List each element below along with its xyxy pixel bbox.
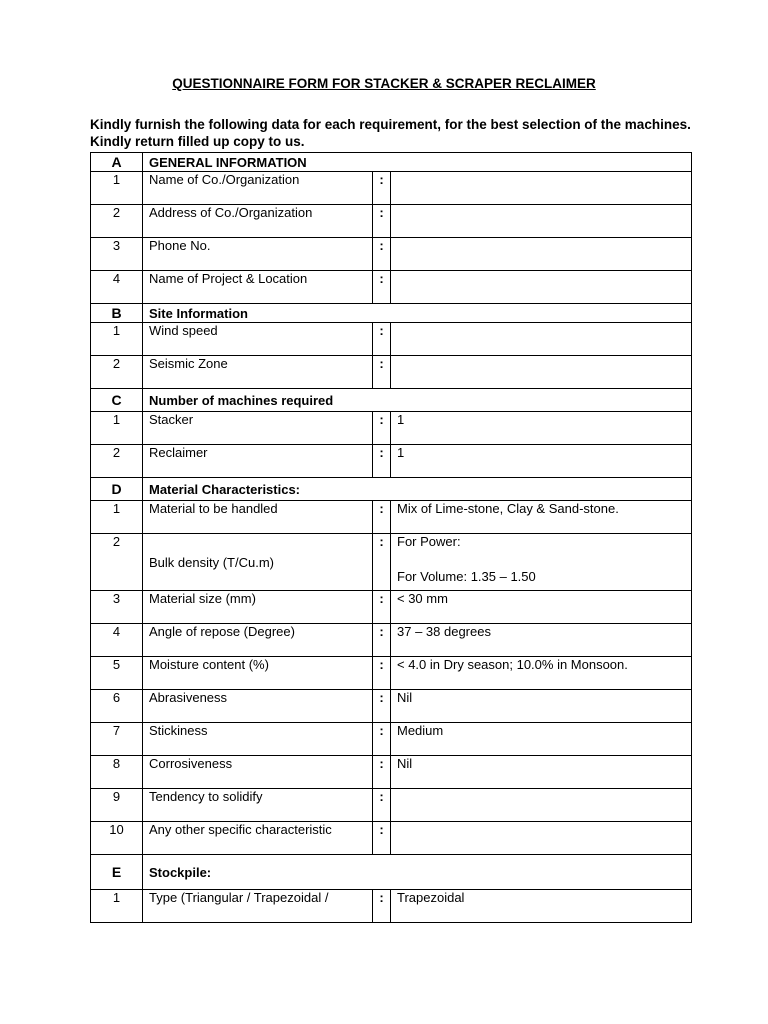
question-label: Corrosiveness bbox=[143, 756, 373, 789]
answer-field[interactable] bbox=[391, 323, 692, 356]
question-label: Tendency to solidify bbox=[143, 789, 373, 822]
table-row bbox=[91, 445, 692, 478]
row-number: 2 bbox=[91, 534, 143, 591]
row-number: 4 bbox=[91, 624, 143, 657]
row-number: 6 bbox=[91, 690, 143, 723]
answer-field[interactable]: Mix of Lime-stone, Clay & Sand-stone. bbox=[391, 501, 692, 534]
answer-field[interactable] bbox=[391, 205, 692, 238]
answer-field[interactable]: Trapezoidal bbox=[391, 890, 692, 923]
section-heading: Stockpile: bbox=[143, 855, 692, 890]
question-label: Material size (mm) bbox=[143, 591, 373, 624]
colon-separator: : bbox=[373, 624, 391, 657]
question-label: Name of Project & Location bbox=[143, 271, 373, 304]
answer-field[interactable] bbox=[391, 271, 692, 304]
answer-line-volume: For Volume: 1.35 – 1.50 bbox=[397, 569, 536, 584]
section-heading: GENERAL INFORMATION bbox=[143, 153, 692, 172]
answer-field[interactable]: 1 bbox=[391, 412, 692, 445]
instructions bbox=[90, 116, 730, 150]
question-label: Abrasiveness bbox=[143, 690, 373, 723]
question-label: Address of Co./Organization bbox=[143, 205, 373, 238]
colon-separator: : bbox=[373, 205, 391, 238]
row-number: 7 bbox=[91, 723, 143, 756]
question-label: Angle of repose (Degree) bbox=[143, 624, 373, 657]
colon-separator: : bbox=[373, 657, 391, 690]
section-header-b bbox=[91, 304, 692, 323]
colon-separator: : bbox=[373, 890, 391, 923]
answer-field[interactable]: < 4.0 in Dry season; 10.0% in Monsoon. bbox=[391, 657, 692, 690]
row-number: 1 bbox=[91, 890, 143, 923]
question-label: Type (Triangular / Trapezoidal / bbox=[143, 890, 373, 923]
table-row bbox=[91, 323, 692, 356]
answer-field[interactable] bbox=[391, 238, 692, 271]
section-letter: E bbox=[91, 855, 143, 890]
table-row bbox=[91, 723, 692, 756]
question-label: Moisture content (%) bbox=[143, 657, 373, 690]
colon-separator: : bbox=[373, 534, 391, 591]
row-number: 1 bbox=[91, 412, 143, 445]
colon-separator: : bbox=[373, 789, 391, 822]
table-row bbox=[91, 501, 692, 534]
table-row bbox=[91, 534, 692, 591]
row-number: 2 bbox=[91, 445, 143, 478]
colon-separator: : bbox=[373, 412, 391, 445]
section-heading: Number of machines required bbox=[143, 389, 692, 412]
answer-field[interactable]: Nil bbox=[391, 690, 692, 723]
row-number: 4 bbox=[91, 271, 143, 304]
row-number: 3 bbox=[91, 238, 143, 271]
answer-field[interactable] bbox=[391, 534, 692, 591]
table-row bbox=[91, 657, 692, 690]
answer-field[interactable] bbox=[391, 822, 692, 855]
question-label: Reclaimer bbox=[143, 445, 373, 478]
table-row bbox=[91, 822, 692, 855]
colon-separator: : bbox=[373, 690, 391, 723]
row-number: 2 bbox=[91, 205, 143, 238]
section-header-d bbox=[91, 478, 692, 501]
table-row bbox=[91, 412, 692, 445]
section-letter: A bbox=[91, 153, 143, 172]
table-row bbox=[91, 624, 692, 657]
row-number: 1 bbox=[91, 172, 143, 205]
answer-field[interactable] bbox=[391, 172, 692, 205]
table-row bbox=[91, 890, 692, 923]
colon-separator: : bbox=[373, 723, 391, 756]
section-heading: Site Information bbox=[143, 304, 692, 323]
instruction-line-1: Kindly furnish the following data for each requirement, for the best selection of the machines. bbox=[90, 117, 691, 132]
instruction-line-2: Kindly return filled up copy to us. bbox=[90, 134, 305, 149]
section-letter: C bbox=[91, 389, 143, 412]
table-row bbox=[91, 238, 692, 271]
answer-field[interactable]: 37 – 38 degrees bbox=[391, 624, 692, 657]
section-header-c bbox=[91, 389, 692, 412]
row-number: 9 bbox=[91, 789, 143, 822]
section-heading: Material Characteristics: bbox=[143, 478, 692, 501]
answer-field[interactable] bbox=[391, 789, 692, 822]
question-label: Phone No. bbox=[143, 238, 373, 271]
question-label: Bulk density (T/Cu.m) bbox=[143, 534, 373, 591]
colon-separator: : bbox=[373, 238, 391, 271]
section-header-a bbox=[91, 153, 692, 172]
row-number: 1 bbox=[91, 323, 143, 356]
answer-field[interactable] bbox=[391, 356, 692, 389]
row-number: 3 bbox=[91, 591, 143, 624]
question-label: Name of Co./Organization bbox=[143, 172, 373, 205]
table-row bbox=[91, 205, 692, 238]
section-letter: B bbox=[91, 304, 143, 323]
answer-line-power: For Power: bbox=[397, 534, 461, 549]
question-label: Stickiness bbox=[143, 723, 373, 756]
question-label: Stacker bbox=[143, 412, 373, 445]
row-number: 5 bbox=[91, 657, 143, 690]
table-row bbox=[91, 271, 692, 304]
question-label: Seismic Zone bbox=[143, 356, 373, 389]
row-number: 1 bbox=[91, 501, 143, 534]
question-label: Material to be handled bbox=[143, 501, 373, 534]
row-number: 8 bbox=[91, 756, 143, 789]
colon-separator: : bbox=[373, 172, 391, 205]
row-number: 10 bbox=[91, 822, 143, 855]
question-label: Wind speed bbox=[143, 323, 373, 356]
colon-separator: : bbox=[373, 501, 391, 534]
form-title: QUESTIONNAIRE FORM FOR STACKER & SCRAPER RECLAIMER bbox=[172, 76, 596, 91]
answer-field[interactable]: Medium bbox=[391, 723, 692, 756]
colon-separator: : bbox=[373, 756, 391, 789]
colon-separator: : bbox=[373, 356, 391, 389]
table-row bbox=[91, 789, 692, 822]
questionnaire-table bbox=[90, 152, 692, 923]
row-number: 2 bbox=[91, 356, 143, 389]
colon-separator: : bbox=[373, 445, 391, 478]
section-header-e bbox=[91, 855, 692, 890]
table-row bbox=[91, 356, 692, 389]
answer-field[interactable]: 1 bbox=[391, 445, 692, 478]
colon-separator: : bbox=[373, 323, 391, 356]
table-row bbox=[91, 172, 692, 205]
answer-field[interactable]: Nil bbox=[391, 756, 692, 789]
table-row bbox=[91, 690, 692, 723]
table-row bbox=[91, 591, 692, 624]
answer-field[interactable]: < 30 mm bbox=[391, 591, 692, 624]
colon-separator: : bbox=[373, 271, 391, 304]
question-label: Any other specific characteristic bbox=[143, 822, 373, 855]
table-row bbox=[91, 756, 692, 789]
section-letter: D bbox=[91, 478, 143, 501]
colon-separator: : bbox=[373, 591, 391, 624]
colon-separator: : bbox=[373, 822, 391, 855]
